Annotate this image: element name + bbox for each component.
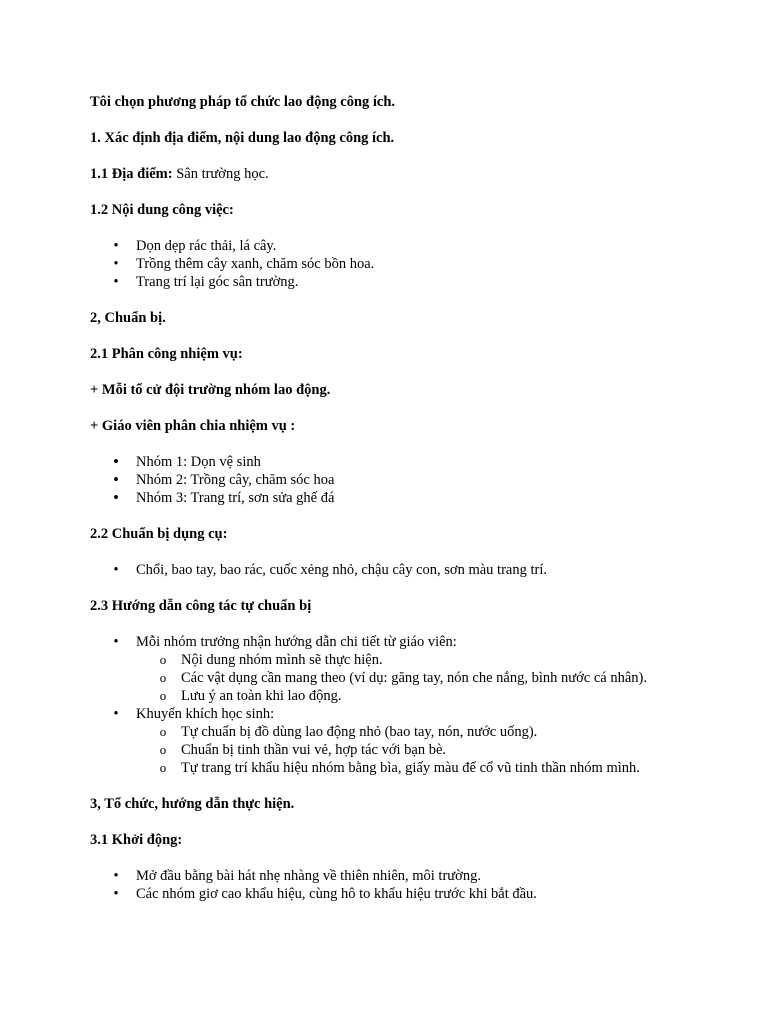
list-item: • Trang trí lại góc sân trường. <box>90 273 730 291</box>
bullet-icon <box>111 885 121 903</box>
list-item: • Mở đầu bằng bài hát nhẹ nhàng về thiên nhiên, môi trường. <box>90 867 730 885</box>
location-label: 1.1 Địa điểm: <box>90 166 173 182</box>
section-2-2-heading: 2.2 Chuẩn bị dụng cụ: <box>90 526 228 542</box>
teacher-assign-line: + Giáo viên phân chia nhiệm vụ : <box>90 418 296 434</box>
section-3-heading: 3, Tổ chức, hướng dẫn thực hiện. <box>90 796 295 812</box>
warmup-list <box>90 867 730 903</box>
list-item: • Trồng thêm cây xanh, chăm sóc bồn hoa. <box>90 255 730 273</box>
sub-list-item: o Nội dung nhóm mình sẽ thực hiện. <box>136 651 730 669</box>
circle-bullet-icon <box>158 741 168 759</box>
circle-bullet-icon <box>158 723 168 741</box>
bullet-icon <box>111 633 121 651</box>
list-item: • Nhóm 1: Dọn vệ sinh <box>90 453 730 471</box>
sub-list-item: o Lưu ý an toàn khi lao động. <box>136 687 730 705</box>
student-sub-list <box>136 723 730 777</box>
section-1-2-heading: 1.2 Nội dung công việc: <box>90 202 234 218</box>
group-task-list <box>90 453 730 507</box>
bullet-icon <box>111 237 121 255</box>
sub-list-item: o Các vật dụng cần mang theo (ví dụ: găng tay, nón che nắng, bình nước cá nhân). <box>136 669 730 687</box>
section-2-3-heading: 2.3 Hướng dẫn công tác tự chuẩn bị <box>90 598 312 614</box>
section-1-1-line <box>90 165 730 183</box>
section-3-1-heading: 3.1 Khởi động: <box>90 832 183 848</box>
section-2-heading: 2, Chuẩn bị. <box>90 310 166 326</box>
list-item: • Nhóm 3: Trang trí, sơn sửa ghế đá <box>90 489 730 507</box>
circle-bullet-icon <box>158 651 168 669</box>
bullet-icon <box>111 867 121 885</box>
team-leader-line: + Mỗi tổ cử đội trường nhóm lao động. <box>90 382 331 398</box>
bullet-icon <box>111 273 121 291</box>
circle-bullet-icon <box>158 669 168 687</box>
location-value: Sân trường học. <box>172 166 269 182</box>
tools-list <box>90 561 730 579</box>
list-item: • Dọn dẹp rác thải, lá cây. <box>90 237 730 255</box>
list-item: • Nhóm 2: Trồng cây, chăm sóc hoa <box>90 471 730 489</box>
section-1-heading: 1. Xác định địa điểm, nội dung lao động công ích. <box>90 130 395 146</box>
circle-bullet-icon <box>158 759 168 777</box>
work-content-list <box>90 237 730 291</box>
circle-bullet-icon <box>158 687 168 705</box>
sub-list-item: o Tự chuẩn bị đồ dùng lao động nhỏ (bao tay, nón, nước uống). <box>136 723 730 741</box>
sub-list-item: o Tự trang trí khẩu hiệu nhóm bằng bìa, giấy màu để cổ vũ tinh thần nhóm mình. <box>136 759 730 777</box>
leader-sub-list <box>136 651 730 705</box>
preparation-list <box>90 633 730 777</box>
bullet-icon <box>111 561 121 579</box>
bullet-icon <box>111 705 121 723</box>
sub-list-item: o Chuẩn bị tinh thần vui vẻ, hợp tác với bạn bè. <box>136 741 730 759</box>
list-item: • Các nhóm giơ cao khẩu hiệu, cùng hô to khẩu hiệu trước khi bắt đầu. <box>90 885 730 903</box>
section-2-1-heading: 2.1 Phân công nhiệm vụ: <box>90 346 243 362</box>
list-item: • Khuyến khích học sinh: o Tự chuẩn bị đồ dùng lao động nhỏ (bao tay, nón, nước uống). o Chuẩn bị tinh thần vui vẻ, hợp tác với bạn bè. o Tự trang trí khẩu hiệu nhóm bằng bìa, giấy màu để cổ vũ tinh thần nhóm mình. <box>90 705 730 777</box>
document-page <box>90 93 730 921</box>
intro-line: Tôi chọn phương pháp tổ chức lao động công ích. <box>90 94 396 110</box>
bullet-icon <box>111 489 121 508</box>
list-item: • Chổi, bao tay, bao rác, cuốc xẻng nhỏ, chậu cây con, sơn màu trang trí. <box>90 561 730 579</box>
bullet-icon <box>111 255 121 273</box>
list-item: • Mỗi nhóm trưởng nhận hướng dẫn chi tiết từ giáo viên: o Nội dung nhóm mình sẽ thực hiện. o Các vật dụng cần mang theo (ví dụ: găng tay, nón che nắng, bình nước cá nhân). o Lưu ý an toàn khi lao động. <box>90 633 730 705</box>
